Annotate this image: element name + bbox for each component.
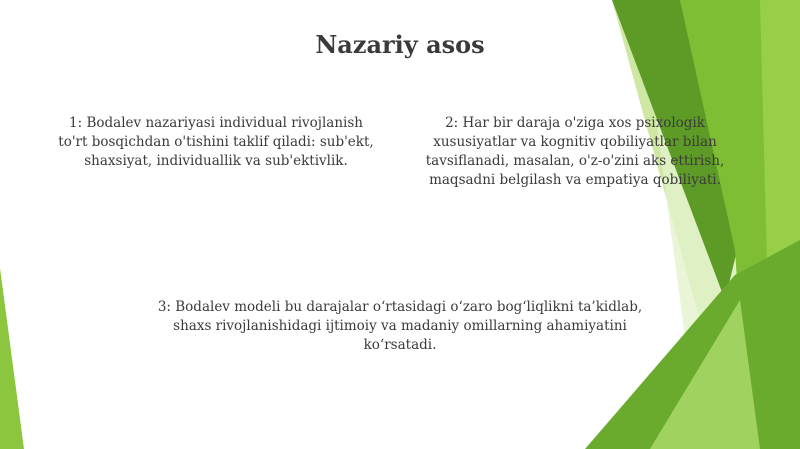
point-3-text: 3: Bodalev modeli bu darajalar o‘rtasidagi o‘zaro bog‘liqlikni ta’kidlab, shaxs rivojlanishidagi ijtimoiy va madaniy omillarning ahamiyatini ko‘rsatadi. xyxy=(157,299,643,353)
left-green-wedge xyxy=(0,268,24,449)
slide-title: Nazariy asos xyxy=(315,30,485,59)
point-1-text: 1: Bodalev nazariyasi individual rivojlanish to'rt bosqichdan o'tishini taklif qiladi: sub'ekt, shaxsiyat, individuallik va sub'ektivlik. xyxy=(58,115,374,169)
point-2-text: 2: Har bir daraja o'ziga xos psixologik xususiyatlar va kognitiv qobiliyatlar bilan tavsiflanadi, masalan, o'z-o'zini aks ettirish, maqsadni belgilash va empatiya qobiliyati. xyxy=(425,115,725,188)
